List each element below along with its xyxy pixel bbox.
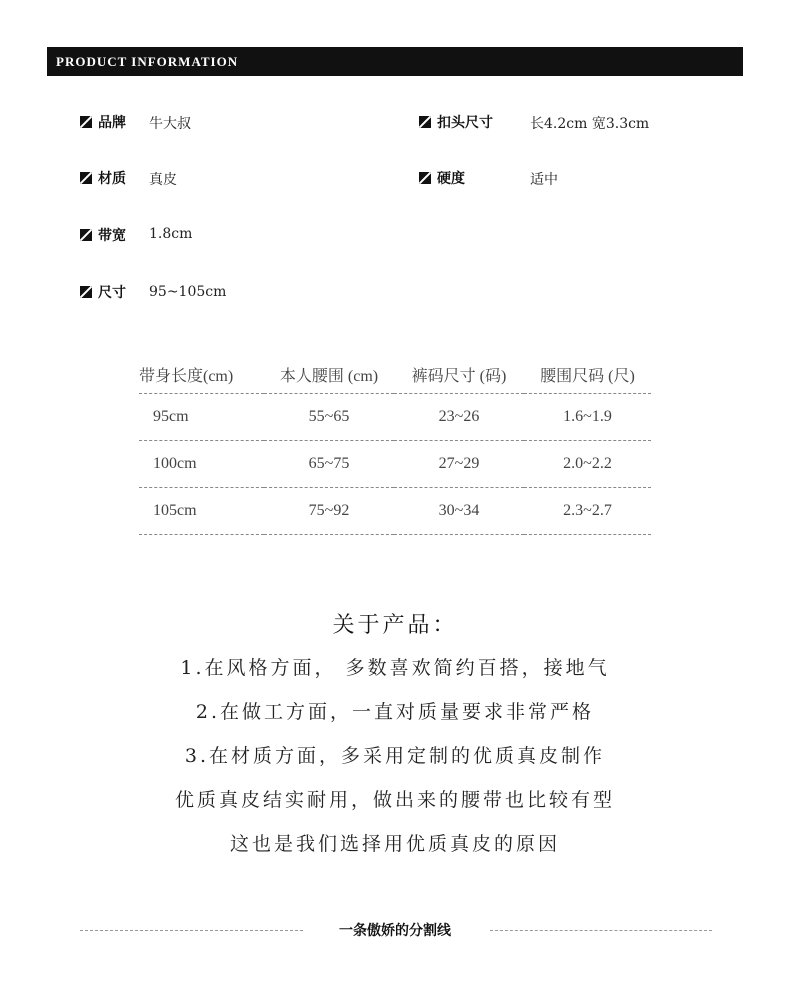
attr-brand [80, 112, 126, 132]
about-line: 1.在风格方面， 多数喜欢简约百搭，接地气 [180, 657, 610, 679]
slash-square-icon [80, 229, 92, 241]
attr-label: 品牌 [98, 115, 126, 131]
column-header: 腰围尺码 (尺) [524, 355, 651, 394]
about-line: 优质真皮结实耐用，做出来的腰带也比较有型 [174, 789, 615, 811]
divider-text: 一条傲娇的分割线 [339, 923, 451, 939]
table-cell: 2.0~2.2 [524, 441, 651, 488]
table-cell: 65~75 [264, 441, 394, 488]
attr-value: 牛大叔 [149, 116, 191, 132]
table-cell: 55~65 [264, 394, 394, 441]
column-header: 裤码尺寸 (码) [394, 355, 524, 394]
table-cell: 30~34 [394, 488, 524, 535]
table-row [139, 488, 651, 535]
attr-value: 1.8cm [149, 226, 193, 242]
slash-square-icon [419, 116, 431, 128]
attr-label: 扣头尺寸 [437, 115, 493, 131]
table-cell: 100cm [139, 441, 264, 488]
attr-belt-width [80, 225, 126, 245]
slash-square-icon [80, 286, 92, 298]
attr-value: 真皮 [149, 172, 177, 188]
slash-square-icon [419, 172, 431, 184]
attr-size [80, 282, 126, 302]
table-cell: 27~29 [394, 441, 524, 488]
slash-square-icon [80, 116, 92, 128]
attr-label: 带宽 [98, 228, 126, 244]
table-cell: 105cm [139, 488, 264, 535]
table-cell: 95cm [139, 394, 264, 441]
attr-buckle-size [419, 112, 493, 132]
about-line: 3.在材质方面，多采用定制的优质真皮制作 [184, 745, 606, 767]
attr-value: 长4.2cm 宽3.3cm [530, 116, 650, 132]
attr-value: 适中 [530, 172, 558, 188]
table-row [139, 394, 651, 441]
table-row [139, 441, 651, 488]
table-header-row [139, 355, 651, 394]
table-cell: 23~26 [394, 394, 524, 441]
attr-label: 硬度 [437, 171, 465, 187]
slash-square-icon [80, 172, 92, 184]
column-header: 带身长度(cm) [139, 355, 264, 394]
attr-material [80, 168, 126, 188]
attr-value: 95~105cm [149, 284, 227, 300]
about-line: 这也是我们选择用优质真皮的原因 [229, 833, 560, 855]
attr-hardness [419, 168, 465, 188]
table-cell: 1.6~1.9 [524, 394, 651, 441]
divider-line-right [490, 930, 712, 931]
about-title: 关于产品： [332, 613, 458, 638]
about-line: 2.在做工方面，一直对质量要求非常严格 [195, 701, 595, 723]
table-cell: 2.3~2.7 [524, 488, 651, 535]
size-table [139, 355, 651, 535]
column-header: 本人腰围 (cm) [264, 355, 394, 394]
section-header-title: PRODUCT INFORMATION [56, 54, 239, 69]
attr-label: 材质 [98, 171, 126, 187]
section-header [47, 47, 743, 76]
section-divider [0, 920, 790, 940]
table-cell: 75~92 [264, 488, 394, 535]
attr-label: 尺寸 [98, 285, 126, 301]
